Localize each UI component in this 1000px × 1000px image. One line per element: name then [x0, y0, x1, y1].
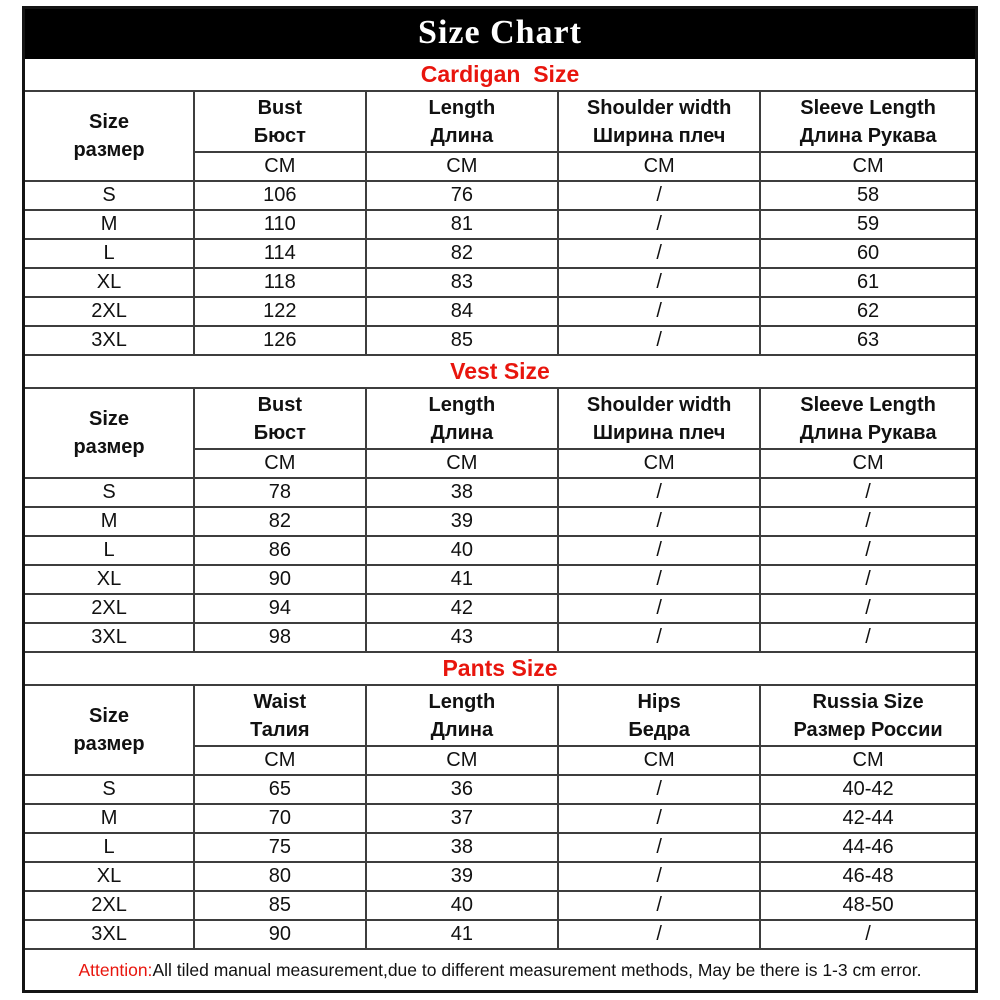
table-cell: 76 [366, 181, 559, 210]
table-cell: 39 [366, 862, 559, 891]
col-header-russia-size [760, 685, 976, 746]
row-header-cell [24, 388, 195, 478]
table-cell: / [760, 920, 976, 949]
table-cell: / [558, 920, 760, 949]
banner-row [24, 8, 977, 59]
row-header-ru: размер [73, 733, 145, 755]
table-cell: 41 [366, 565, 559, 594]
table-cell: 58 [760, 181, 976, 210]
table-row [24, 833, 977, 862]
size-label-cell: S [24, 181, 195, 210]
table-cell: / [558, 775, 760, 804]
unit-cell: CM [760, 152, 976, 181]
page-title: Size Chart [24, 8, 977, 59]
size-chart [22, 6, 978, 993]
table-cell: / [558, 210, 760, 239]
table-cell: 98 [194, 623, 366, 652]
table-cell: 90 [194, 920, 366, 949]
table-row [24, 210, 977, 239]
section-title-pants: Pants Size [24, 652, 977, 685]
size-label-cell: L [24, 536, 195, 565]
table-cell: / [558, 594, 760, 623]
col-header-en: Hips [637, 690, 681, 713]
table-cell: / [558, 478, 760, 507]
table-cell: / [558, 181, 760, 210]
table-cell: 85 [366, 326, 559, 355]
col-header-ru: Ширина плеч [592, 421, 726, 444]
table-cell: / [558, 862, 760, 891]
unit-cell: CM [194, 449, 366, 478]
attention-text: All tiled manual measurement,due to different measurement methods, May be there is 1-3 cm error. [152, 959, 922, 980]
col-header-sleeve-length [760, 91, 976, 152]
unit-cell: CM [366, 449, 559, 478]
table-cell: 42-44 [760, 804, 976, 833]
table-cell: 70 [194, 804, 366, 833]
table-cell: 40-42 [760, 775, 976, 804]
table-row [24, 565, 977, 594]
unit-cell: CM [366, 152, 559, 181]
col-header-en: Length [428, 690, 496, 713]
col-header-ru: Ширина плеч [592, 124, 726, 147]
table-cell: 38 [366, 478, 559, 507]
col-header-en: Shoulder width [586, 393, 732, 416]
size-label-cell: XL [24, 268, 195, 297]
col-header-shoulder-width [558, 91, 760, 152]
col-header-length [366, 388, 559, 449]
table-cell: 90 [194, 565, 366, 594]
size-label-cell: 3XL [24, 326, 195, 355]
table-cell: 114 [194, 239, 366, 268]
col-header-ru: Длина [430, 718, 494, 741]
table-cell: 94 [194, 594, 366, 623]
size-label-cell: 3XL [24, 623, 195, 652]
col-header-sleeve-length [760, 388, 976, 449]
table-cell: 118 [194, 268, 366, 297]
table-row [24, 181, 977, 210]
unit-cell: CM [366, 746, 559, 775]
size-label-cell: L [24, 239, 195, 268]
col-header-waist [194, 685, 366, 746]
size-label-cell: XL [24, 565, 195, 594]
size-label-cell: M [24, 507, 195, 536]
col-header-en: Waist [253, 690, 307, 713]
table-row [24, 536, 977, 565]
table-cell: 82 [194, 507, 366, 536]
table-row [24, 478, 977, 507]
col-header-ru: Длина [430, 421, 494, 444]
table-cell: 40 [366, 891, 559, 920]
col-header-en: Bust [257, 96, 303, 119]
row-header-en: Size [89, 111, 130, 133]
size-label-cell: XL [24, 862, 195, 891]
header-row [24, 91, 977, 152]
table-cell: / [760, 565, 976, 594]
table-cell: 81 [366, 210, 559, 239]
table-cell: 40 [366, 536, 559, 565]
table-row [24, 239, 977, 268]
section-title-cardigan: Cardigan Size [24, 58, 977, 91]
table-cell: 84 [366, 297, 559, 326]
row-header-en: Size [89, 408, 130, 430]
table-cell: / [558, 891, 760, 920]
table-cell: / [558, 297, 760, 326]
table-cell: 122 [194, 297, 366, 326]
col-header-length [366, 685, 559, 746]
table-row [24, 804, 977, 833]
table-cell: / [558, 833, 760, 862]
col-header-length [366, 91, 559, 152]
size-label-cell: M [24, 804, 195, 833]
size-label-cell: M [24, 210, 195, 239]
table-cell: 38 [366, 833, 559, 862]
col-header-shoulder-width [558, 388, 760, 449]
table-cell: 41 [366, 920, 559, 949]
col-header-ru: Длина Рукава [799, 124, 937, 147]
table-cell: / [760, 623, 976, 652]
unit-cell: CM [558, 746, 760, 775]
size-label-cell: 2XL [24, 297, 195, 326]
attention-label: Attention: [78, 959, 153, 980]
table-row [24, 623, 977, 652]
table-cell: 110 [194, 210, 366, 239]
section-title-row [24, 355, 977, 388]
table-cell: 75 [194, 833, 366, 862]
table-cell: / [760, 507, 976, 536]
table-cell: / [558, 565, 760, 594]
col-header-ru: Бюст [253, 124, 306, 147]
table-row [24, 268, 977, 297]
size-label-cell: S [24, 775, 195, 804]
table-row [24, 775, 977, 804]
table-cell: / [558, 623, 760, 652]
table-cell: / [558, 239, 760, 268]
table-cell: 78 [194, 478, 366, 507]
col-header-bust [194, 388, 366, 449]
table-cell: 59 [760, 210, 976, 239]
table-row [24, 507, 977, 536]
table-cell: 44-46 [760, 833, 976, 862]
table-row [24, 594, 977, 623]
section-title-vest: Vest Size [24, 355, 977, 388]
col-header-en: Shoulder width [586, 96, 732, 119]
table-cell: 37 [366, 804, 559, 833]
row-header-ru: размер [73, 436, 145, 458]
table-row [24, 297, 977, 326]
table-cell: 46-48 [760, 862, 976, 891]
unit-cell: CM [558, 152, 760, 181]
attention-note [24, 949, 977, 992]
col-header-en: Russia Size [812, 690, 924, 713]
table-cell: / [760, 536, 976, 565]
col-header-hips [558, 685, 760, 746]
table-cell: / [558, 326, 760, 355]
size-label-cell: S [24, 478, 195, 507]
row-header-en: Size [89, 705, 130, 727]
section-title-row [24, 58, 977, 91]
table-cell: / [558, 268, 760, 297]
table-cell: 42 [366, 594, 559, 623]
row-header-ru: размер [73, 139, 145, 161]
table-cell: / [558, 536, 760, 565]
size-label-cell: 2XL [24, 594, 195, 623]
col-header-ru: Длина [430, 124, 494, 147]
row-header-cell [24, 91, 195, 181]
col-header-en: Sleeve Length [800, 393, 936, 416]
table-cell: / [558, 507, 760, 536]
table-cell: 83 [366, 268, 559, 297]
col-header-en: Bust [257, 393, 303, 416]
header-row [24, 388, 977, 449]
col-header-ru: Бюст [253, 421, 306, 444]
table-cell: 61 [760, 268, 976, 297]
table-cell: 48-50 [760, 891, 976, 920]
table-cell: 65 [194, 775, 366, 804]
table-cell: 126 [194, 326, 366, 355]
col-header-en: Sleeve Length [800, 96, 936, 119]
table-cell: / [760, 594, 976, 623]
size-chart-table [22, 6, 978, 993]
size-label-cell: 2XL [24, 891, 195, 920]
table-row [24, 862, 977, 891]
table-cell: 85 [194, 891, 366, 920]
col-header-en: Length [428, 96, 496, 119]
unit-cell: CM [760, 449, 976, 478]
table-cell: 60 [760, 239, 976, 268]
table-row [24, 326, 977, 355]
col-header-ru: Бедра [628, 718, 690, 741]
table-cell: 80 [194, 862, 366, 891]
col-header-en: Length [428, 393, 496, 416]
unit-cell: CM [558, 449, 760, 478]
table-cell: / [760, 478, 976, 507]
table-cell: 62 [760, 297, 976, 326]
header-row [24, 685, 977, 746]
table-cell: 106 [194, 181, 366, 210]
unit-cell: CM [194, 746, 366, 775]
col-header-ru: Длина Рукава [799, 421, 937, 444]
size-label-cell: 3XL [24, 920, 195, 949]
table-cell: 39 [366, 507, 559, 536]
table-cell: 36 [366, 775, 559, 804]
table-cell: 63 [760, 326, 976, 355]
unit-cell: CM [194, 152, 366, 181]
col-header-ru: Талия [250, 718, 310, 741]
unit-cell: CM [760, 746, 976, 775]
table-row [24, 920, 977, 949]
row-header-cell [24, 685, 195, 775]
size-label-cell: L [24, 833, 195, 862]
table-row [24, 891, 977, 920]
col-header-bust [194, 91, 366, 152]
table-cell: 43 [366, 623, 559, 652]
table-cell: 86 [194, 536, 366, 565]
table-cell: / [558, 804, 760, 833]
table-cell: 82 [366, 239, 559, 268]
col-header-ru: Размер России [793, 718, 943, 741]
section-title-row [24, 652, 977, 685]
note-row [24, 949, 977, 992]
